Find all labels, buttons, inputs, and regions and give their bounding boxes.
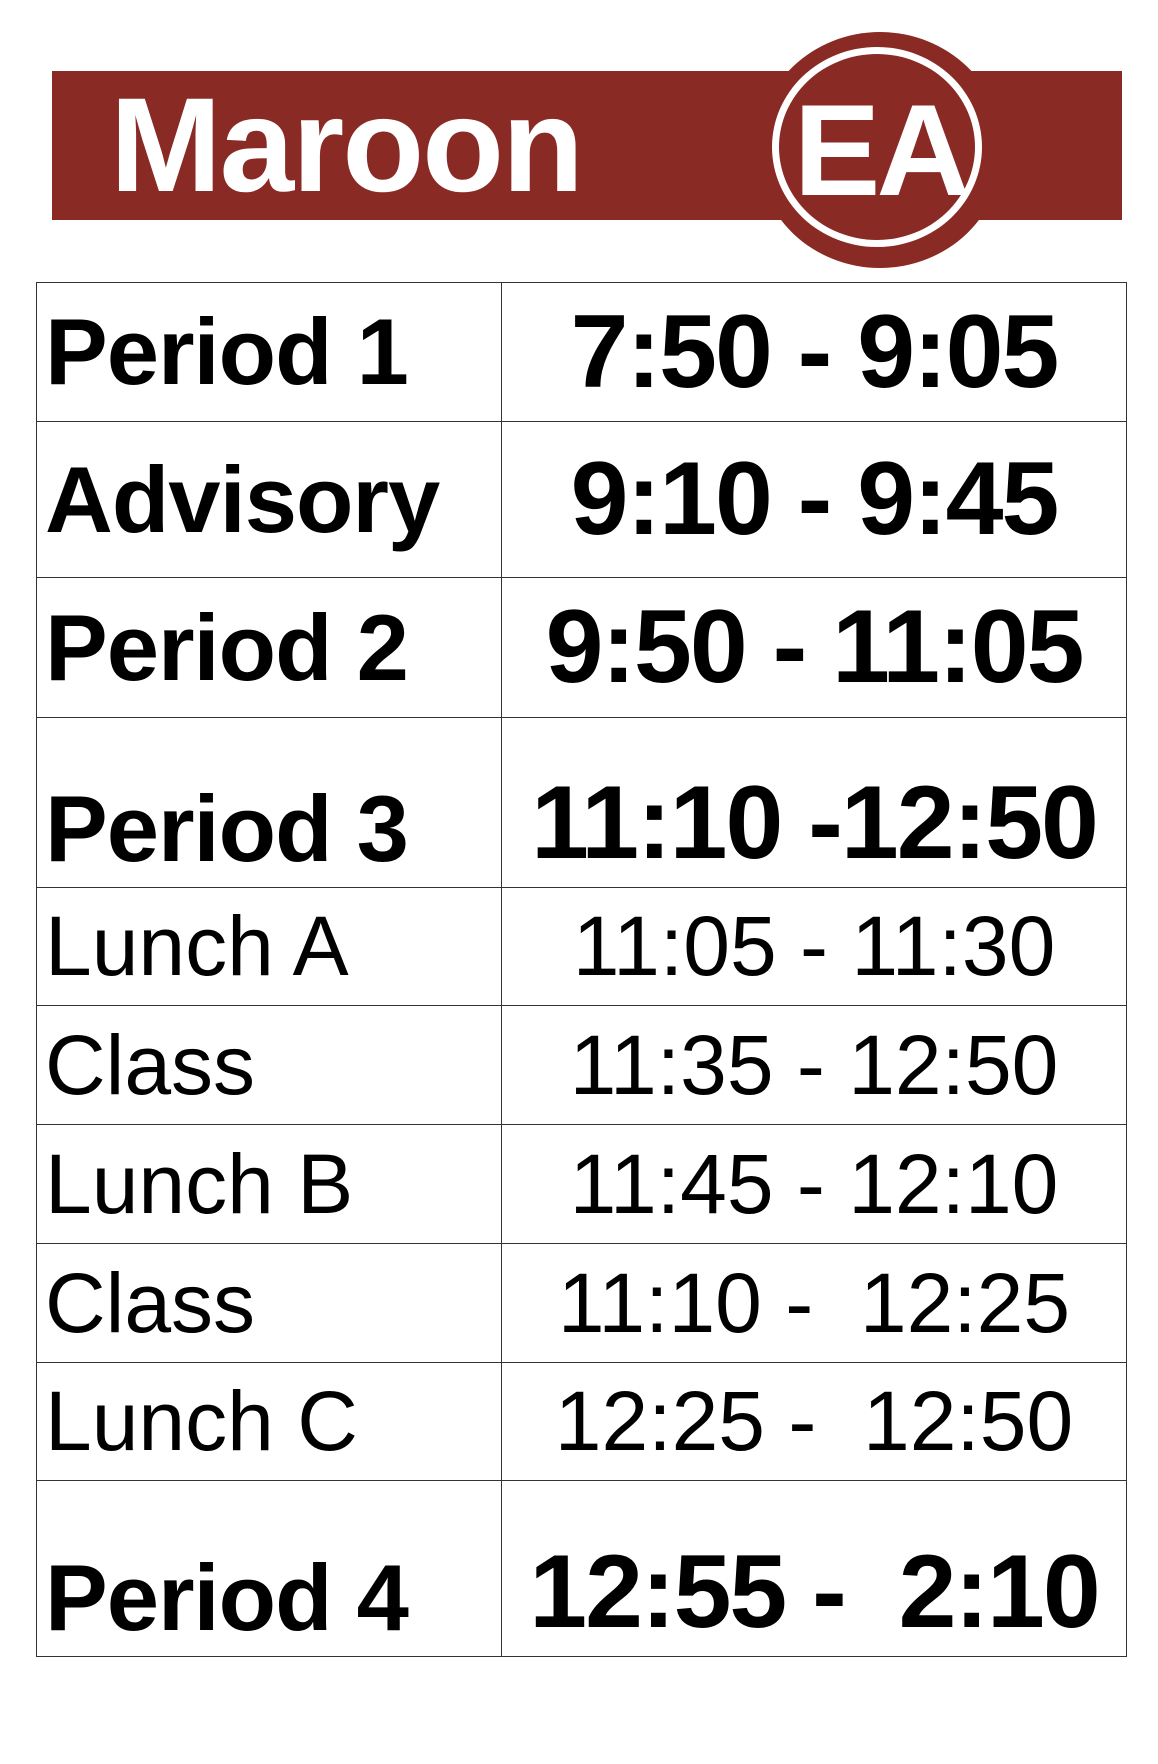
- schedule-row-lunch-a: [37, 888, 1127, 1006]
- schedule-row-period-3: [37, 718, 1127, 888]
- period-label: Class: [37, 1244, 502, 1363]
- period-label: Lunch C: [37, 1363, 502, 1481]
- period-time: 12:25 - 12:50: [502, 1363, 1127, 1481]
- period-time: 11:10 -12:50: [502, 718, 1127, 888]
- period-label: Period 4: [37, 1481, 502, 1657]
- period-time: 9:50 - 11:05: [502, 578, 1127, 718]
- period-time: 11:35 - 12:50: [502, 1006, 1127, 1125]
- period-label: Advisory: [37, 422, 502, 578]
- period-label: Period 1: [37, 283, 502, 422]
- period-label: Period 3: [37, 718, 502, 888]
- period-time: 7:50 - 9:05: [502, 283, 1127, 422]
- period-label: Class: [37, 1006, 502, 1125]
- period-time: 12:55 - 2:10: [502, 1481, 1127, 1657]
- logo-word: Maroon: [110, 71, 582, 220]
- schedule-row-class-b: [37, 1244, 1127, 1363]
- period-time: 9:10 - 9:45: [502, 422, 1127, 578]
- period-time: 11:05 - 11:30: [502, 888, 1127, 1006]
- period-label: Lunch A: [37, 888, 502, 1006]
- schedule-row-advisory: [37, 422, 1127, 578]
- schedule-row-lunch-c: [37, 1363, 1127, 1481]
- maroon-ea-logo: [0, 0, 1158, 280]
- period-time: 11:45 - 12:10: [502, 1125, 1127, 1244]
- schedule-row-class-a: [37, 1006, 1127, 1125]
- schedule-row-lunch-b: [37, 1125, 1127, 1244]
- schedule-row-period-4: [37, 1481, 1127, 1657]
- logo-badge-text: EA: [793, 77, 967, 223]
- schedule-row-period-2: [37, 578, 1127, 718]
- schedule-row-period-1: [37, 283, 1127, 422]
- period-label: Period 2: [37, 578, 502, 718]
- period-label: Lunch B: [37, 1125, 502, 1244]
- bell-schedule-table: [36, 282, 1127, 1657]
- period-time: 11:10 - 12:25: [502, 1244, 1127, 1363]
